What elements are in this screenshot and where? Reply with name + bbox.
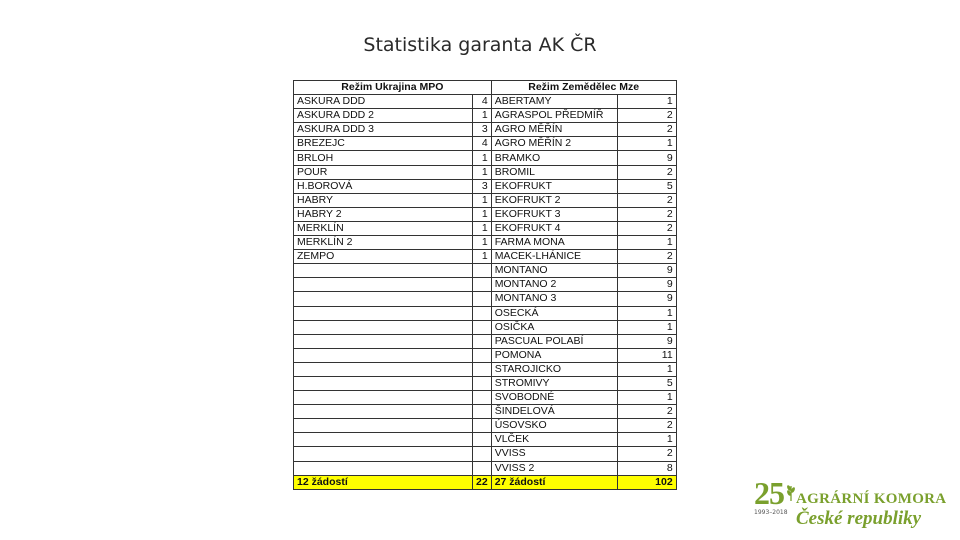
right-name-cell: EKOFRUKT 2 <box>491 193 617 207</box>
right-name-cell: MONTANO 3 <box>491 292 617 306</box>
left-count-cell: 4 <box>473 137 492 151</box>
left-count-cell <box>473 461 492 475</box>
left-count-cell <box>473 278 492 292</box>
right-total-label: 27 žádostí <box>491 475 617 489</box>
table-row <box>294 292 677 306</box>
right-name-cell: EKOFRUKT 3 <box>491 207 617 221</box>
right-name-cell: POMONA <box>491 348 617 362</box>
right-name-cell: MACEK-LHÁNICE <box>491 250 617 264</box>
table-row <box>294 236 677 250</box>
right-name-cell: MONTANO <box>491 264 617 278</box>
right-count-cell: 2 <box>617 447 676 461</box>
right-name-cell: FARMA MONA <box>491 236 617 250</box>
totals-row <box>294 475 677 489</box>
right-count-cell: 1 <box>617 236 676 250</box>
logo-org-subtitle: České republiky <box>796 508 922 529</box>
left-count-cell <box>473 348 492 362</box>
right-name-cell: VVISS <box>491 447 617 461</box>
left-name-cell <box>294 348 473 362</box>
header-ukrajina-mpo: Režim Ukrajina MPO <box>294 81 492 95</box>
right-count-cell: 9 <box>617 264 676 278</box>
table-row <box>294 362 677 376</box>
right-count-cell: 1 <box>617 362 676 376</box>
right-name-cell: EKOFRUKT 4 <box>491 221 617 235</box>
left-name-cell: MERKLÍN <box>294 221 473 235</box>
left-name-cell <box>294 320 473 334</box>
table-row <box>294 264 677 278</box>
left-name-cell: ZEMPO <box>294 250 473 264</box>
right-count-cell: 2 <box>617 165 676 179</box>
logo-anniversary-number: 25 <box>754 475 784 511</box>
table-row <box>294 334 677 348</box>
table-row <box>294 109 677 123</box>
right-count-cell: 9 <box>617 151 676 165</box>
slide-title: Statistika garanta AK ČR <box>363 34 597 56</box>
left-count-cell <box>473 376 492 390</box>
table-row <box>294 221 677 235</box>
right-count-cell: 2 <box>617 221 676 235</box>
left-total-label: 12 žádostí <box>294 475 473 489</box>
table-row <box>294 405 677 419</box>
table-row <box>294 123 677 137</box>
right-count-cell: 2 <box>617 109 676 123</box>
left-name-cell <box>294 362 473 376</box>
left-name-cell: HABRY <box>294 193 473 207</box>
right-name-cell: EKOFRUKT <box>491 179 617 193</box>
right-name-cell: MONTANO 2 <box>491 278 617 292</box>
left-count-cell: 1 <box>473 193 492 207</box>
right-count-cell: 9 <box>617 278 676 292</box>
right-count-cell: 5 <box>617 376 676 390</box>
table-row <box>294 95 677 109</box>
table-row <box>294 348 677 362</box>
left-name-cell <box>294 447 473 461</box>
right-count-cell: 11 <box>617 348 676 362</box>
left-count-cell <box>473 334 492 348</box>
table-body <box>294 95 677 490</box>
right-name-cell: VLČEK <box>491 433 617 447</box>
table-row <box>294 179 677 193</box>
logo-org-name: AGRÁRNÍ KOMORA <box>796 491 947 507</box>
left-count-cell: 1 <box>473 109 492 123</box>
left-count-cell <box>473 264 492 278</box>
table-row <box>294 433 677 447</box>
right-name-cell: ABERTAMY <box>491 95 617 109</box>
right-name-cell: ÚSOVSKO <box>491 419 617 433</box>
right-count-cell: 2 <box>617 193 676 207</box>
table-header-row <box>294 81 677 95</box>
table-row <box>294 447 677 461</box>
right-name-cell: AGRO MĚŘÍN 2 <box>491 137 617 151</box>
left-count-cell <box>473 292 492 306</box>
left-name-cell <box>294 292 473 306</box>
table-row <box>294 165 677 179</box>
table-row <box>294 306 677 320</box>
left-name-cell: POUR <box>294 165 473 179</box>
right-name-cell: OSIČKA <box>491 320 617 334</box>
header-zemedelec-mze: Režim Zemědělec Mze <box>491 81 676 95</box>
left-name-cell: BRLOH <box>294 151 473 165</box>
left-count-cell <box>473 320 492 334</box>
left-name-cell: HABRY 2 <box>294 207 473 221</box>
right-count-cell: 9 <box>617 334 676 348</box>
right-count-cell: 2 <box>617 250 676 264</box>
table-row <box>294 137 677 151</box>
table-row <box>294 391 677 405</box>
left-name-cell <box>294 264 473 278</box>
left-name-cell <box>294 461 473 475</box>
left-name-cell <box>294 419 473 433</box>
right-name-cell: SVOBODNÉ <box>491 391 617 405</box>
right-count-cell: 8 <box>617 461 676 475</box>
table-row <box>294 320 677 334</box>
left-name-cell: ASKURA DDD 2 <box>294 109 473 123</box>
right-name-cell: AGRASPOL PŘEDMÍŘ <box>491 109 617 123</box>
right-count-cell: 2 <box>617 405 676 419</box>
left-count-cell: 4 <box>473 95 492 109</box>
left-name-cell: H.BOROVÁ <box>294 179 473 193</box>
left-count-cell: 1 <box>473 236 492 250</box>
left-count-cell: 1 <box>473 221 492 235</box>
left-count-cell: 1 <box>473 151 492 165</box>
right-name-cell: STAROJICKO <box>491 362 617 376</box>
left-total-count: 22 <box>473 475 492 489</box>
right-count-cell: 2 <box>617 207 676 221</box>
left-count-cell <box>473 362 492 376</box>
right-name-cell: AGRO MĚŘÍN <box>491 123 617 137</box>
left-count-cell: 3 <box>473 123 492 137</box>
right-count-cell: 2 <box>617 419 676 433</box>
table-row <box>294 250 677 264</box>
right-count-cell: 1 <box>617 137 676 151</box>
left-count-cell <box>473 391 492 405</box>
left-count-cell <box>473 405 492 419</box>
left-count-cell <box>473 306 492 320</box>
left-name-cell <box>294 405 473 419</box>
left-count-cell: 1 <box>473 250 492 264</box>
left-count-cell <box>473 447 492 461</box>
right-count-cell: 1 <box>617 433 676 447</box>
right-name-cell: OSECKÁ <box>491 306 617 320</box>
statistics-table <box>293 80 677 490</box>
table-row <box>294 278 677 292</box>
left-count-cell: 1 <box>473 207 492 221</box>
left-name-cell <box>294 376 473 390</box>
left-count-cell <box>473 433 492 447</box>
left-name-cell <box>294 334 473 348</box>
table-row <box>294 419 677 433</box>
left-name-cell <box>294 306 473 320</box>
table-row <box>294 461 677 475</box>
table-row <box>294 376 677 390</box>
left-count-cell: 1 <box>473 165 492 179</box>
right-count-cell: 1 <box>617 320 676 334</box>
left-name-cell: ASKURA DDD 3 <box>294 123 473 137</box>
right-name-cell: BROMIL <box>491 165 617 179</box>
table-row <box>294 151 677 165</box>
right-count-cell: 1 <box>617 391 676 405</box>
right-name-cell: ŠINDELOVÁ <box>491 405 617 419</box>
right-count-cell: 5 <box>617 179 676 193</box>
right-name-cell: VVISS 2 <box>491 461 617 475</box>
left-count-cell: 3 <box>473 179 492 193</box>
left-name-cell <box>294 391 473 405</box>
left-name-cell: BREZEJC <box>294 137 473 151</box>
table-row <box>294 207 677 221</box>
right-count-cell: 2 <box>617 123 676 137</box>
right-total-count: 102 <box>617 475 676 489</box>
right-name-cell: STROMIVY <box>491 376 617 390</box>
left-count-cell <box>473 419 492 433</box>
left-name-cell: ASKURA DDD <box>294 95 473 109</box>
agrarni-komora-logo <box>752 475 952 532</box>
table-row <box>294 193 677 207</box>
right-name-cell: BRAMKO <box>491 151 617 165</box>
right-name-cell: PASCUAL POLABÍ <box>491 334 617 348</box>
left-name-cell: MERKLÍN 2 <box>294 236 473 250</box>
logo-years: 1993–2018 <box>754 509 788 516</box>
left-name-cell <box>294 278 473 292</box>
right-count-cell: 1 <box>617 95 676 109</box>
right-count-cell: 1 <box>617 306 676 320</box>
left-name-cell <box>294 433 473 447</box>
right-count-cell: 9 <box>617 292 676 306</box>
